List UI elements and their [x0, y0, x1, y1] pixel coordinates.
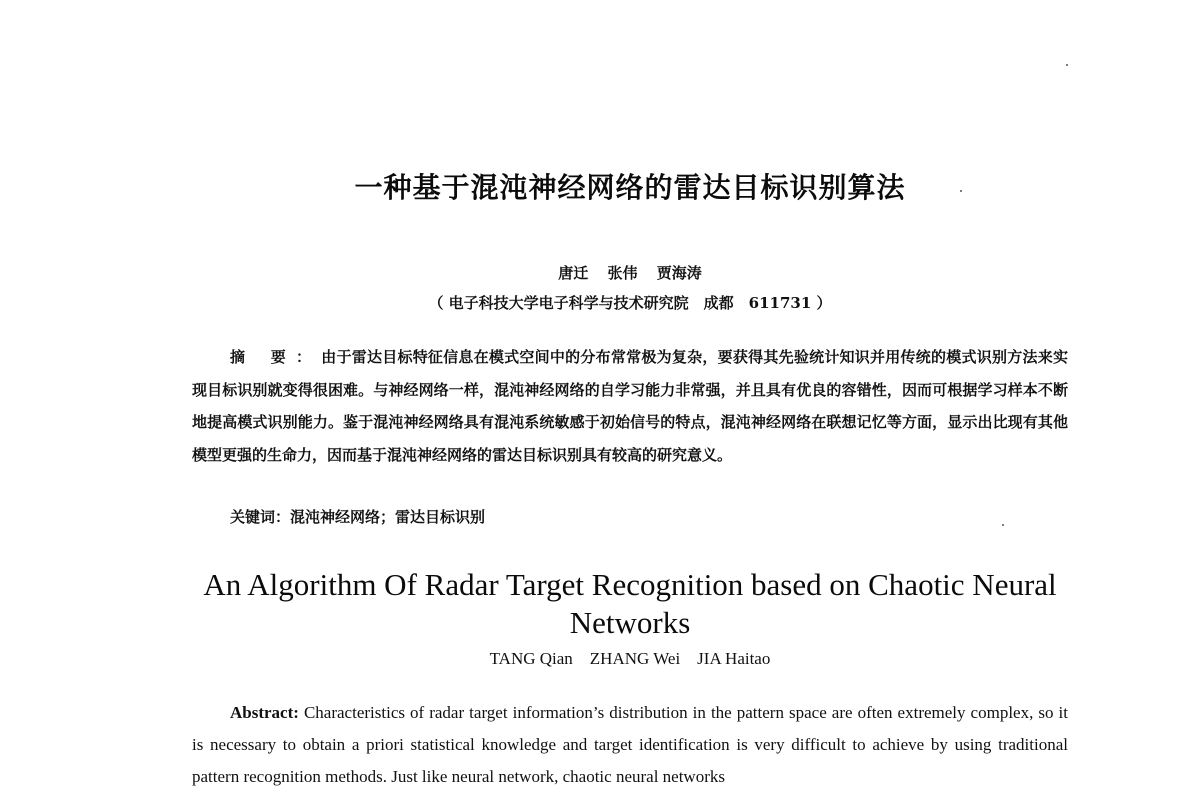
english-abstract-text: Characteristics of radar target information’s distribution in the pattern space are often extremely complex, so it is necessary to obtain a priori statistical knowledge and target identification is very difficult to achieve by using traditional pattern recognition methods. Just like neural network, chaotic neural networks: [192, 703, 1068, 786]
english-title: An Algorithm Of Radar Target Recognition based on Chaotic Neural Networks: [203, 567, 1057, 640]
chinese-abstract-text: 由于雷达目标特征信息在模式空间中的分布常常极为复杂，要获得其先验统计知识并用传统的模式识别方法来实现目标识别就变得很困难。与神经网络一样，混沌神经网络的自学习能力非常强，并且具有优良的容错性，因而可根据学习样本不断地提高模式识别能力。鉴于混沌神经网络具有混沌系统敏感于初始信号的特点，混沌神经网络在联想记忆等方面，显示出比现有其他模型更强的生命力，因而基于混沌神经网络的雷达目标识别具有较高的研究意义。: [192, 348, 1068, 464]
chinese-title: 一种基于混沌神经网络的雷达目标识别算法: [354, 171, 906, 204]
chinese-keywords-text: 混沌神经网络；雷达目标识别: [290, 508, 486, 526]
scan-speck: [1066, 64, 1068, 66]
chinese-abstract: [192, 341, 1068, 471]
english-abstract-label: Abstract:: [230, 703, 299, 722]
author-name: 张伟: [607, 264, 638, 282]
author-name: 贾海涛: [656, 264, 702, 282]
chinese-keywords: [230, 506, 485, 527]
scan-speck: [1002, 524, 1004, 526]
chinese-keywords-label: 关键词：: [230, 508, 291, 526]
author-name: 唐迁: [558, 264, 589, 282]
chinese-authors: [0, 262, 1200, 283]
chinese-affiliation: （ 电子科技大学电子科学与技术研究院 成都 611731 ）: [428, 294, 832, 312]
english-authors: TANG Qian ZHANG Wei JIA Haitao: [489, 649, 771, 668]
english-abstract: [192, 697, 1068, 793]
chinese-abstract-label: 摘 要：: [230, 348, 322, 366]
